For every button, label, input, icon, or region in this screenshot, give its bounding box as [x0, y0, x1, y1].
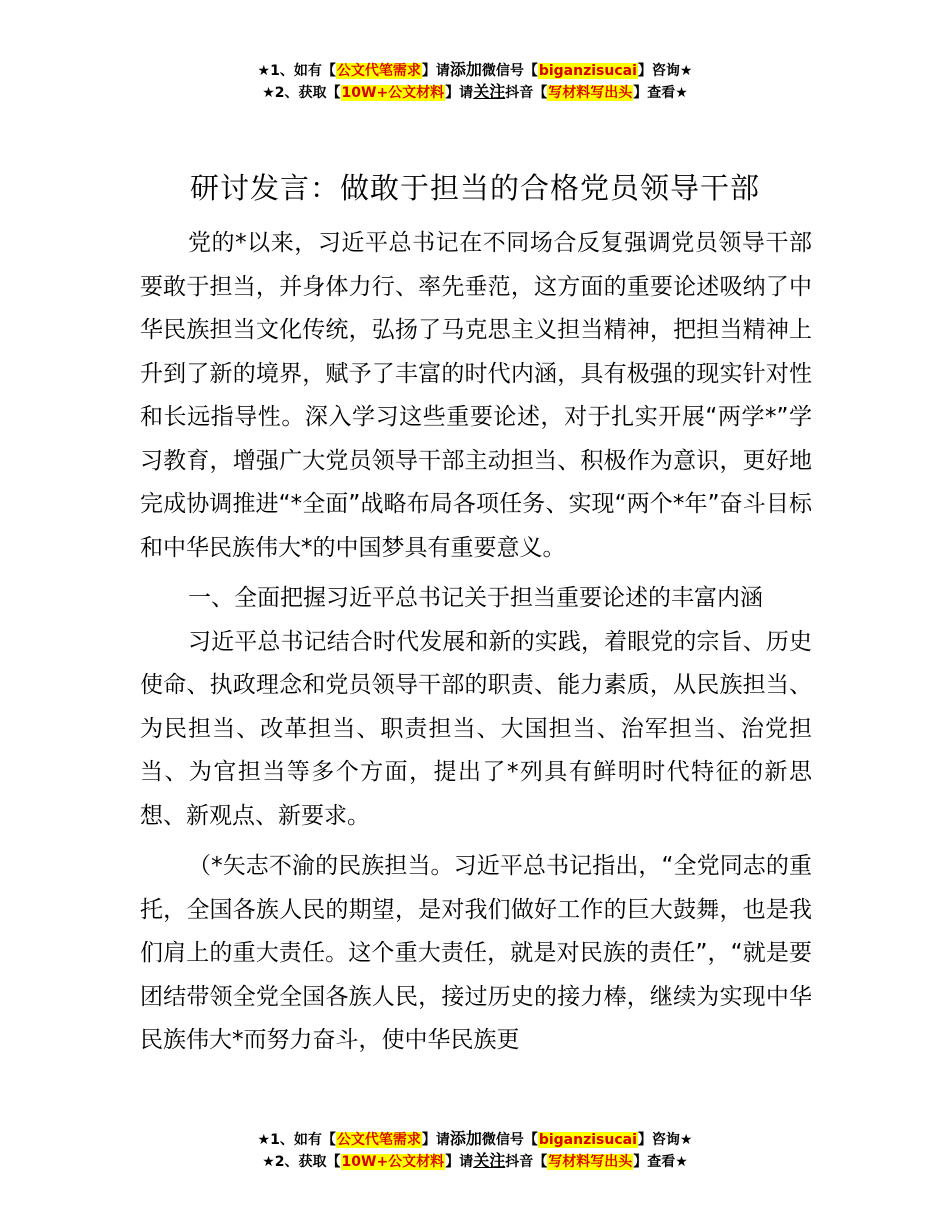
banner-emphasis: 添加 — [449, 60, 482, 79]
banner-line-1 — [0, 1129, 950, 1151]
paragraph: （*矢志不渝的民族担当。习近平总书记指出，“全党同志的重托，全国各族人民的期望，是对我们做好工作的巨大鼓舞，也是我们肩上的重大责任。这个重大责任，就是对民族的责任”，“就是要团结带领全党全国各族人民，接过历史的接力棒，继续为实现中华民族伟大*而努力奋斗，使中华民族更 — [140, 853, 812, 1053]
banner-text: ★2、获取【 — [262, 1154, 341, 1170]
banner-text: ★2、获取【 — [262, 85, 341, 101]
banner-text: 】请 — [421, 63, 450, 79]
banner-text: 】请 — [445, 1154, 474, 1170]
banner-text: 微信号【 — [481, 63, 538, 79]
banner-text: 】请 — [445, 85, 474, 101]
banner-line-1 — [0, 60, 950, 82]
banner-emphasis: 关注 — [473, 1151, 506, 1170]
banner-text: 】查看★ — [633, 85, 688, 101]
banner-text: 抖音【 — [505, 1154, 548, 1170]
document-body — [140, 222, 812, 1063]
header-banner — [0, 60, 950, 104]
paragraph: 党的*以来，习近平总书记在不同场合反复强调党员领导干部要敢于担当，并身体力行、率先垂范，这方面的重要论述吸纳了中华民族担当文化传统，弘扬了马克思主义担当精神，把担当精神上升到了新的境界，赋予了丰富的时代内涵，具有极强的现实针对性和长远指导性。深入学习这些重要论述，对于扎实开展“两学*”学习教育，增强广大党员领导干部主动担当、积极作为意识，更好地完成协调推进“*全面”战略布局各项任务、实现“两个*年”奋斗目标和中华民族伟大*的中国梦具有重要意义。 — [140, 230, 812, 561]
banner-text: ★1、如有【 — [257, 63, 336, 79]
banner-text: 】查看★ — [633, 1154, 688, 1170]
banner-emphasis: 添加 — [449, 1129, 482, 1148]
banner-highlight: 10W+公文材料 — [341, 85, 445, 101]
banner-highlight: biganzisucai — [538, 1132, 637, 1148]
banner-highlight: biganzisucai — [538, 63, 637, 79]
banner-text: 】咨询★ — [637, 63, 693, 79]
banner-text: 】咨询★ — [637, 1132, 693, 1148]
footer-banner — [0, 1129, 950, 1173]
document-title: 研讨发言：做敢于担当的合格党员领导干部 — [189, 171, 760, 205]
banner-highlight: 公文代笔需求 — [336, 1132, 421, 1148]
banner-highlight: 写材料写出头 — [548, 85, 633, 101]
paragraph: 习近平总书记结合时代发展和新的实践，着眼党的宗旨、历史使命、执政理念和党员领导干部的职责、能力素质，从民族担当、为民担当、改革担当、职责担当、大国担当、治军担当、治党担当、为官担当等多个方面，提出了*列具有鲜明时代特征的新思想、新观点、新要求。 — [140, 628, 812, 829]
banner-text: 微信号【 — [481, 1132, 538, 1148]
banner-highlight: 写材料写出头 — [548, 1154, 633, 1170]
banner-highlight: 公文代笔需求 — [336, 63, 421, 79]
banner-text: ★1、如有【 — [257, 1132, 336, 1148]
banner-text: 】请 — [421, 1132, 450, 1148]
section-heading: 一、全面把握习近平总书记关于担当重要论述的丰富内涵 — [188, 585, 763, 611]
banner-emphasis: 关注 — [473, 82, 506, 101]
banner-line-2 — [0, 1151, 950, 1173]
banner-line-2 — [0, 82, 950, 104]
banner-text: 抖音【 — [505, 85, 548, 101]
banner-highlight: 10W+公文材料 — [341, 1154, 445, 1170]
